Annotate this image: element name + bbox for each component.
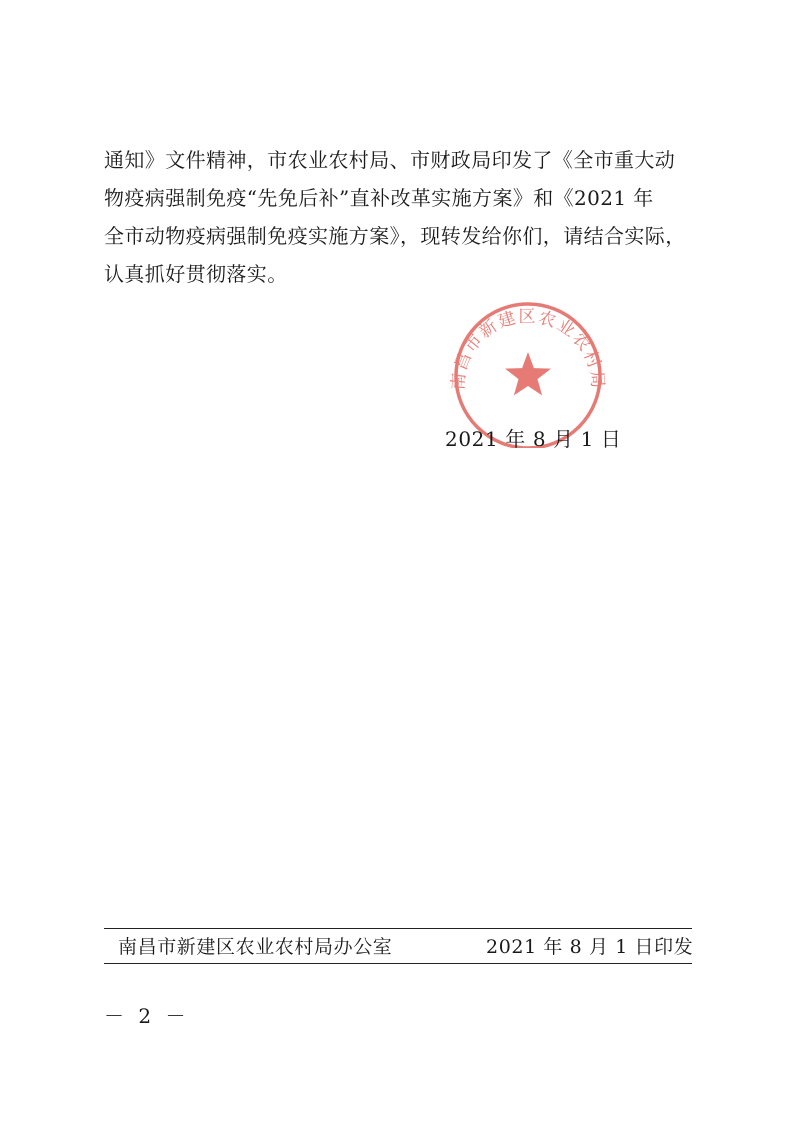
signature-date: 2021 年 8 月 1 日 — [445, 427, 622, 451]
footer-issue-date: 2021 年 8 月 1 日印发 — [486, 936, 694, 958]
seal-star-icon — [505, 352, 551, 395]
svg-text:南昌市新建区农业农村局: 南昌市新建区农业农村局 — [448, 307, 608, 391]
body-text-line-3: 全市动物疫病强制免疫实施方案》，现转发给你们，请结合实际， — [104, 224, 686, 248]
body-text-line-2: 物疫病强制免疫“先免后补”直补改革实施方案》和《2021 年 — [104, 186, 654, 210]
footer-issuer: 南昌市新建区农业农村局办公室 — [118, 936, 393, 958]
footer-top-rule — [104, 928, 692, 929]
footer-bottom-rule — [104, 963, 692, 964]
body-text-line-4: 认真抓好贯彻落实。 — [104, 262, 288, 286]
body-text-line-1: 通知》文件精神，市农业农村局、市财政局印发了《全市重大动 — [104, 148, 676, 172]
page-number: － 2 － — [104, 1004, 190, 1028]
